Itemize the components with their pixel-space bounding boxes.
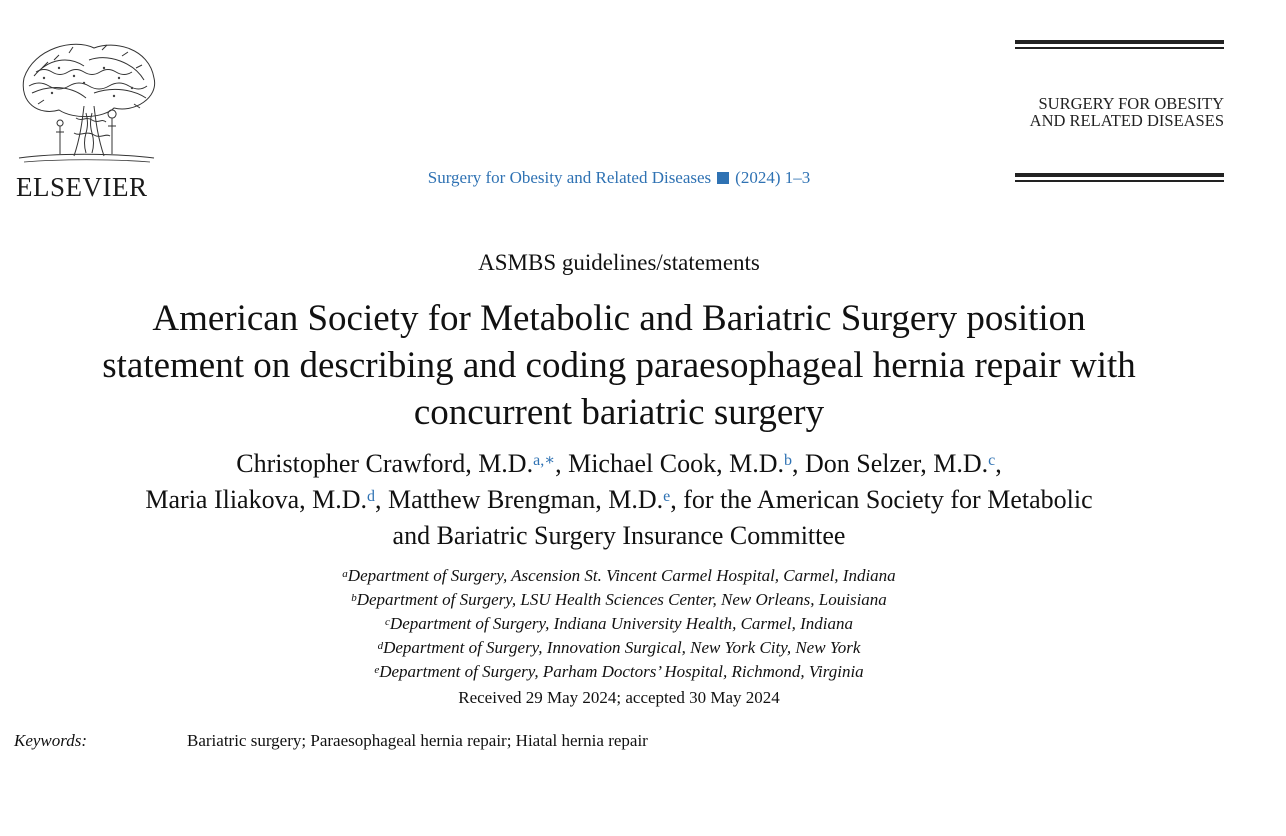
journal-header-rule-bottom: [1015, 173, 1224, 182]
article-title: [20, 295, 1218, 436]
affiliation-text: Department of Surgery, Parham Doctors’ Hospital, Richmond, Virginia: [379, 662, 864, 681]
keywords-label: Keywords:: [14, 731, 88, 750]
title-line: American Society for Metabolic and Bariatric Surgery position: [152, 298, 1086, 339]
affiliation-mark: d: [377, 640, 384, 652]
author-affiliation-link[interactable]: c: [988, 452, 996, 469]
journal-name-line2: AND RELATED DISEASES: [1029, 111, 1224, 130]
author-affiliation-link[interactable]: d: [367, 488, 376, 505]
journal-name-line1: SURGERY FOR OBESITY: [1038, 94, 1224, 113]
affiliation-mark: b: [351, 592, 357, 604]
received-accepted-dates: Received 29 May 2024; accepted 30 May 2024: [458, 688, 780, 707]
title-line: statement on describing and coding paraesophageal hernia repair with: [102, 345, 1136, 386]
article-category: ASMBS guidelines/statements: [478, 250, 760, 275]
affiliation-item: [0, 612, 1238, 636]
author-name: Matthew Brengman, M.D.: [388, 485, 664, 514]
affiliation-text: Department of Surgery, Indiana University Health, Carmel, Indiana: [389, 614, 853, 633]
affiliation-item: [0, 588, 1238, 612]
journal-name-box: [1015, 95, 1224, 129]
author-line: Christopher Crawford, M.D.$^{a,∗}$, Michael Cook, M.D.$^b$, Don Selzer, M.D.$^c$,: [236, 449, 1002, 478]
author-list: [20, 446, 1218, 554]
author-line: [20, 518, 1218, 554]
affiliation-text: Department of Surgery, Innovation Surgical, New York City, New York: [383, 638, 861, 657]
author-name: Maria Iliakova, M.D.: [145, 485, 368, 514]
affiliation-item: [0, 636, 1238, 660]
affiliation-text: Department of Surgery, Ascension St. Vincent Carmel Hospital, Carmel, Indiana: [347, 566, 896, 585]
affiliation-item: [0, 660, 1238, 684]
publisher-name: ELSEVIER: [16, 172, 148, 202]
author-name: Christopher Crawford, M.D.: [236, 449, 534, 478]
affiliation-mark: a: [342, 568, 348, 580]
citation-journal-name[interactable]: Surgery for Obesity and Related Diseases: [427, 168, 712, 187]
author-affiliation-link[interactable]: a,∗: [533, 452, 556, 469]
author-line: Maria Iliakova, M.D.$^d$, Matthew Brengman, M.D.$^e$, for the American Society for Metabolic: [145, 485, 1093, 514]
issue-square-icon: [717, 172, 729, 184]
group-author: and Bariatric Surgery Insurance Committee: [392, 521, 846, 550]
affiliation-mark: c: [385, 616, 390, 628]
affiliation-list: [0, 564, 1238, 684]
affiliation-text: Department of Surgery, LSU Health Sciences Center, New Orleans, Louisiana: [356, 590, 887, 609]
citation-year-pages: (2024) 1–3: [735, 168, 811, 187]
journal-header-rule-top: [1015, 40, 1224, 49]
affiliation-mark: e: [374, 664, 380, 676]
author-affiliation-link[interactable]: b: [784, 452, 792, 469]
author-name: Michael Cook, M.D.: [568, 449, 784, 478]
affiliation-item: [0, 564, 1238, 588]
author-affiliation-link[interactable]: e: [663, 488, 671, 505]
title-line: concurrent bariatric surgery: [413, 392, 825, 433]
keywords-list: Bariatric surgery; Paraesophageal hernia repair; Hiatal hernia repair: [187, 731, 648, 750]
author-name: Don Selzer, M.D.: [805, 449, 989, 478]
group-author: for the American Society for Metabolic: [683, 485, 1093, 514]
